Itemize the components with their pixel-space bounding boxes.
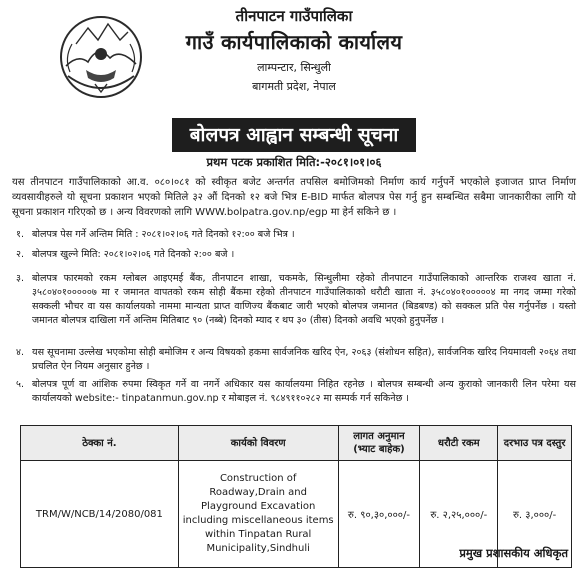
address-line-2: बागमती प्रदेश, नेपाल [252, 80, 336, 93]
cell-bid-fee: रु. ३,०००/- [498, 461, 572, 568]
item-text: बोलपत्र पेस गर्ने अन्तिम मिति : २०८१।०२।०६ गते दिनको १२:०० बजे भित्र । [32, 229, 295, 240]
list-item [12, 378, 576, 406]
col-bid-fee: दरभाउ पत्र दस्तुर [498, 426, 572, 461]
col-cost-estimate: लागत अनुमान (भ्याट बाहेक) [338, 426, 420, 461]
item-number: १. [16, 229, 25, 240]
col-deposit: धरौटी रकम [420, 426, 498, 461]
list-item [12, 248, 576, 262]
municipality-name: तीनपाटन गाउँपालिका [235, 7, 353, 25]
list-item [12, 228, 576, 242]
published-date: प्रथम पटक प्रकाशित मिति:-२०८१।०१।०६ [206, 155, 382, 169]
table-header-row [21, 426, 572, 461]
cell-contract-no: TRM/W/NCB/14/2080/081 [21, 461, 179, 568]
list-item [12, 272, 576, 328]
item-number: ५. [16, 379, 25, 390]
item-text: बोलपत्र पूर्ण वा आंशिक रुपमा स्विकृत गर्ने वा नगर्ने अधिकार यस कार्यालयमा निहित रहनेछ । बोलपत्र सम्बन्धी अन्य कुराको जानकारी लिन परेमा यस कार्यालयको website:- tinpatanmun.gov.np र मोबाइल नं. ९८४९११०२८२ मा सम्पर्क गर्न सकिनेछ । [32, 379, 576, 404]
item-text: यस सूचनामा उल्लेख भएकोमा सोही बमोजिम र अन्य विषयको हकमा सार्वजनिक खरिद ऐन, २०६३ (संशोधन सहित), सार्वजनिक खरिद नियमावली २०६४ तथा प्रचलित ऐन नियम अनुसार हुनेछ । [32, 347, 576, 372]
item-number: २. [16, 249, 25, 260]
list-item [12, 346, 576, 374]
intro-paragraph: यस तीनपाटन गाउँपालिकाको आ.व. ०८०।०८१ को स्वीकृत बजेट अन्तर्गत तपसिल बमोजिमको निर्माण कार्य गर्नुपर्ने भएकोले इजाजत प्राप्त निर्माण व्यवसायीहरुले यो सूचना प्रकाशन भएको मितिले ३२ औं दिनको १२ बजे भित्र E-BID मार्फत बोलपत्र पेस गर्नु हुन सम्बन्धित सबैमा जानकारीका लागि यो सूचना प्रकाशन गरिएको छ । अन्य विवरणको लागि WWW.bolpatra.gov.np/egp मा हेर्न सकिने छ । [12, 177, 576, 218]
title-banner-wrap [0, 118, 588, 152]
item-number: ३. [16, 273, 25, 284]
notice-title: बोलपत्र आह्वान सम्बन्धी सूचना [172, 118, 417, 152]
item-number: ४. [16, 347, 25, 358]
item-text: बोलपत्र खुल्ने मिति: २०८१।०२।०६ गते दिनको २:०० बजे । [32, 249, 235, 260]
cell-deposit: रु. २,२५,०००/- [420, 461, 498, 568]
col-contract-no: ठेक्का नं. [21, 426, 179, 461]
letterhead [12, 0, 576, 118]
office-name: गाउँ कार्यपालिकाको कार्यालय [185, 30, 403, 54]
item-text: बोलपत्र फारमको रकम ग्लोबल आइएमई बैंक, तीनपाटन शाखा, चकमके, सिन्धुलीमा रहेको तीनपाटन गाउँपालिकाको आन्तरिक राजश्व खाता नं. ३५८०४०१०००००७ मा र जमानत वापतको रकम सोही बैंकमा रहेको तीनपाटन गाउँपालिकाको धरौटी खाता नं. ३५८०४०१०००००४ मा नगद जम्मा गरेको सक्कली भौचर वा यस कार्यालयको नाममा मान्यता प्राप्त वाणिज्य बैंकबाट जारी भएको बोलपत्र जमानत (बिडबण्ड) को सक्कल प्रति पेस गर्नुपर्नेछ । यस्तो जमानत बोलपत्र दाखिला गर्ने अन्तिम मितिबाट ९० (नब्बे) दिनको म्याद र थप ३० (तीस) दिनको अवधि भएको हुनुपर्नेछ । [32, 273, 576, 326]
col-work-description: कार्यको विवरण [178, 426, 338, 461]
signature-title: प्रमुख प्रशासकीय अधिकृत [459, 546, 568, 560]
cell-cost-estimate: रु. ९०,३०,०००/- [338, 461, 420, 568]
cell-work-description: Construction of Roadway,Drain and Playground Excavation including miscellaneous items within Tinpatan Rural Municipality,Sindhuli [178, 461, 338, 568]
address-line-1: लाम्पन्टार, सिन्धुली [257, 61, 331, 74]
